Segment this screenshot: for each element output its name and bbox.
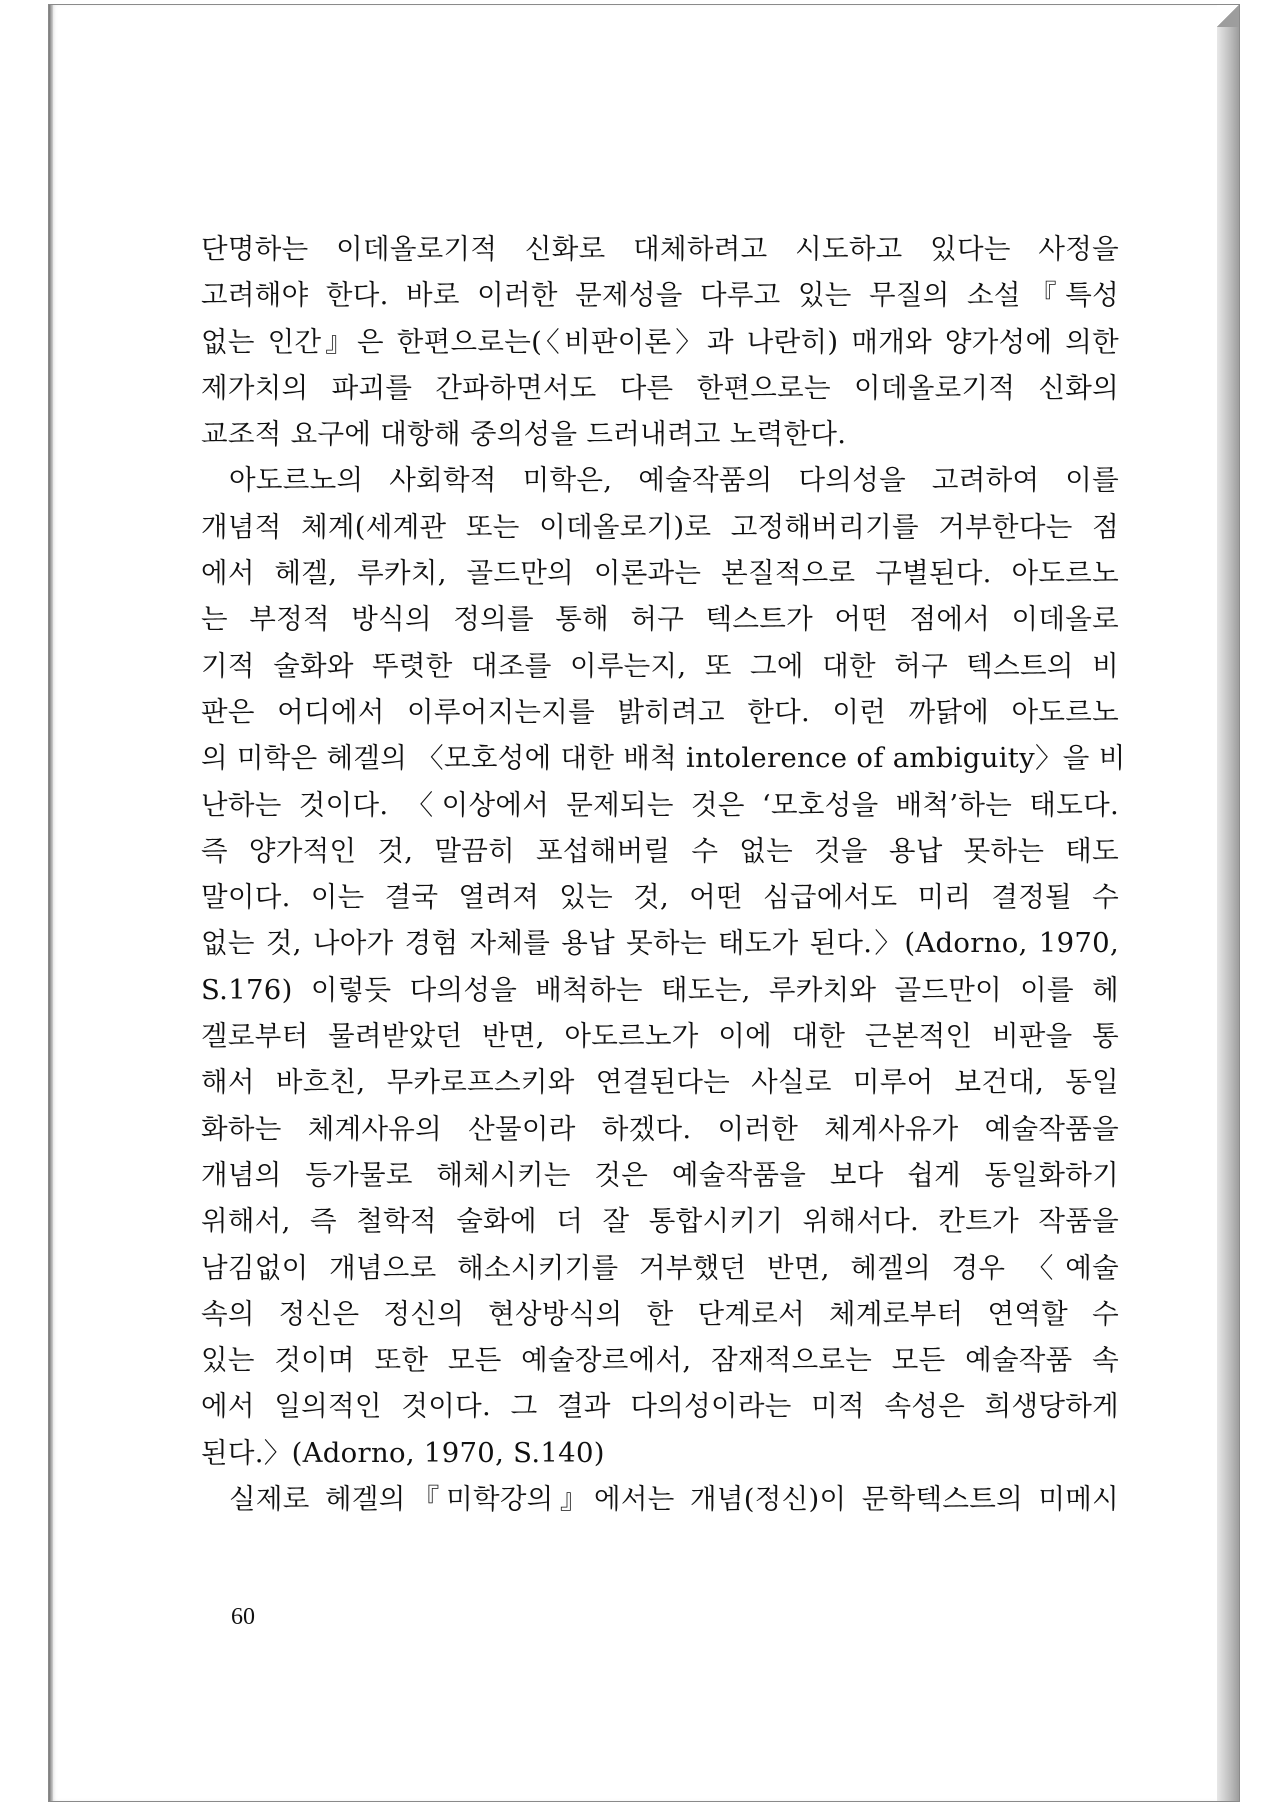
text-line: 있는 것이며 또한 모든 예술장르에서, 잠재적으로는 모든 예술작품 속: [201, 1344, 1119, 1377]
text-line: 고려해야 한다. 바로 이러한 문제성을 다루고 있는 무질의 소설『특성: [201, 279, 1119, 312]
text-line: 위해서, 즉 철학적 술화에 더 잘 통합시키기 위해서다. 칸트가 작품을: [201, 1205, 1119, 1238]
page-edge-stack: [1217, 5, 1239, 1801]
page-spine-shadow: [49, 5, 53, 1801]
text-line: 없는 것, 나아가 경험 자체를 용납 못하는 태도가 된다.〉(Adorno, 1970,: [201, 927, 1119, 960]
text-line: 의 미학은 헤겔의 〈모호성에 대한 배척 intolerence of ambiguity〉을 비: [201, 742, 1126, 775]
paragraph-start-line: 아도르노의 사회학적 미학은, 예술작품의 다의성을 고려하여 이를: [229, 464, 1119, 497]
text-line: 기적 술화와 뚜렷한 대조를 이루는지, 또 그에 대한 허구 텍스트의 비: [201, 649, 1119, 682]
text-line: 개념적 체계(세계관 또는 이데올로기)로 고정해버리기를 거부한다는 점: [201, 510, 1119, 543]
text-line: 해서 바흐친, 무카로프스키와 연결된다는 사실로 미루어 보건대, 동일: [201, 1066, 1119, 1099]
text-line: 남김없이 개념으로 해소시키기를 거부했던 반면, 헤겔의 경우 〈예술: [201, 1251, 1119, 1284]
text-line: S.176) 이렇듯 다의성을 배척하는 태도는, 루카치와 골드만이 이를 헤: [201, 973, 1119, 1006]
text-line: 교조적 요구에 대항해 중의성을 드러내려고 노력한다.: [201, 418, 847, 451]
text-line: 개념의 등가물로 해체시키는 것은 예술작품을 보다 쉽게 동일화하기: [201, 1158, 1119, 1191]
text-line: 된다.〉(Adorno, 1970, S.140): [201, 1436, 605, 1469]
text-line: 겔로부터 물려받았던 반면, 아도르노가 이에 대한 근본적인 비판을 통: [201, 1020, 1119, 1053]
text-line: 제가치의 파괴를 간파하면서도 다른 한편으로는 이데올로기적 신화의: [201, 371, 1119, 404]
text-line: 난하는 것이다. 〈이상에서 문제되는 것은 ‘모호성을 배척’하는 태도다.: [201, 788, 1119, 821]
body-text: [201, 226, 1126, 1522]
text-line: 단명하는 이데올로기적 신화로 대체하려고 시도하고 있다는 사정을: [201, 233, 1119, 265]
text-line: 화하는 체계사유의 산물이라 하겠다. 이러한 체계사유가 예술작품을: [201, 1112, 1119, 1145]
text-line: 판은 어디에서 이루어지는지를 밝히려고 한다. 이런 까닭에 아도르노: [201, 695, 1119, 728]
text-line: 에서 일의적인 것이다. 그 결과 다의성이라는 미적 속성은 희생당하게: [201, 1390, 1119, 1423]
page-corner: [1217, 5, 1239, 27]
text-line: 속의 정신은 정신의 현상방식의 한 단계로서 체계로부터 연역할 수: [201, 1297, 1119, 1330]
text-line: 즉 양가적인 것, 말끔히 포섭해버릴 수 없는 것을 용납 못하는 태도: [201, 834, 1119, 867]
paragraph-start-line: 실제로 헤겔의『미학강의』에서는 개념(정신)이 문학텍스트의 미메시: [229, 1483, 1119, 1516]
page-number: 60: [231, 1604, 255, 1630]
text-line: 는 부정적 방식의 정의를 통해 허구 텍스트가 어떤 점에서 이데올로: [201, 603, 1119, 636]
text-line: 없는 인간』은 한편으로는(〈비판이론〉과 나란히) 매개와 양가성에 의한: [201, 325, 1119, 358]
text-line: 에서 헤겔, 루카치, 골드만의 이론과는 본질적으로 구별된다. 아도르노: [201, 557, 1119, 590]
text-line: 말이다. 이는 결국 열려져 있는 것, 어떤 심급에서도 미리 결정될 수: [201, 881, 1119, 914]
